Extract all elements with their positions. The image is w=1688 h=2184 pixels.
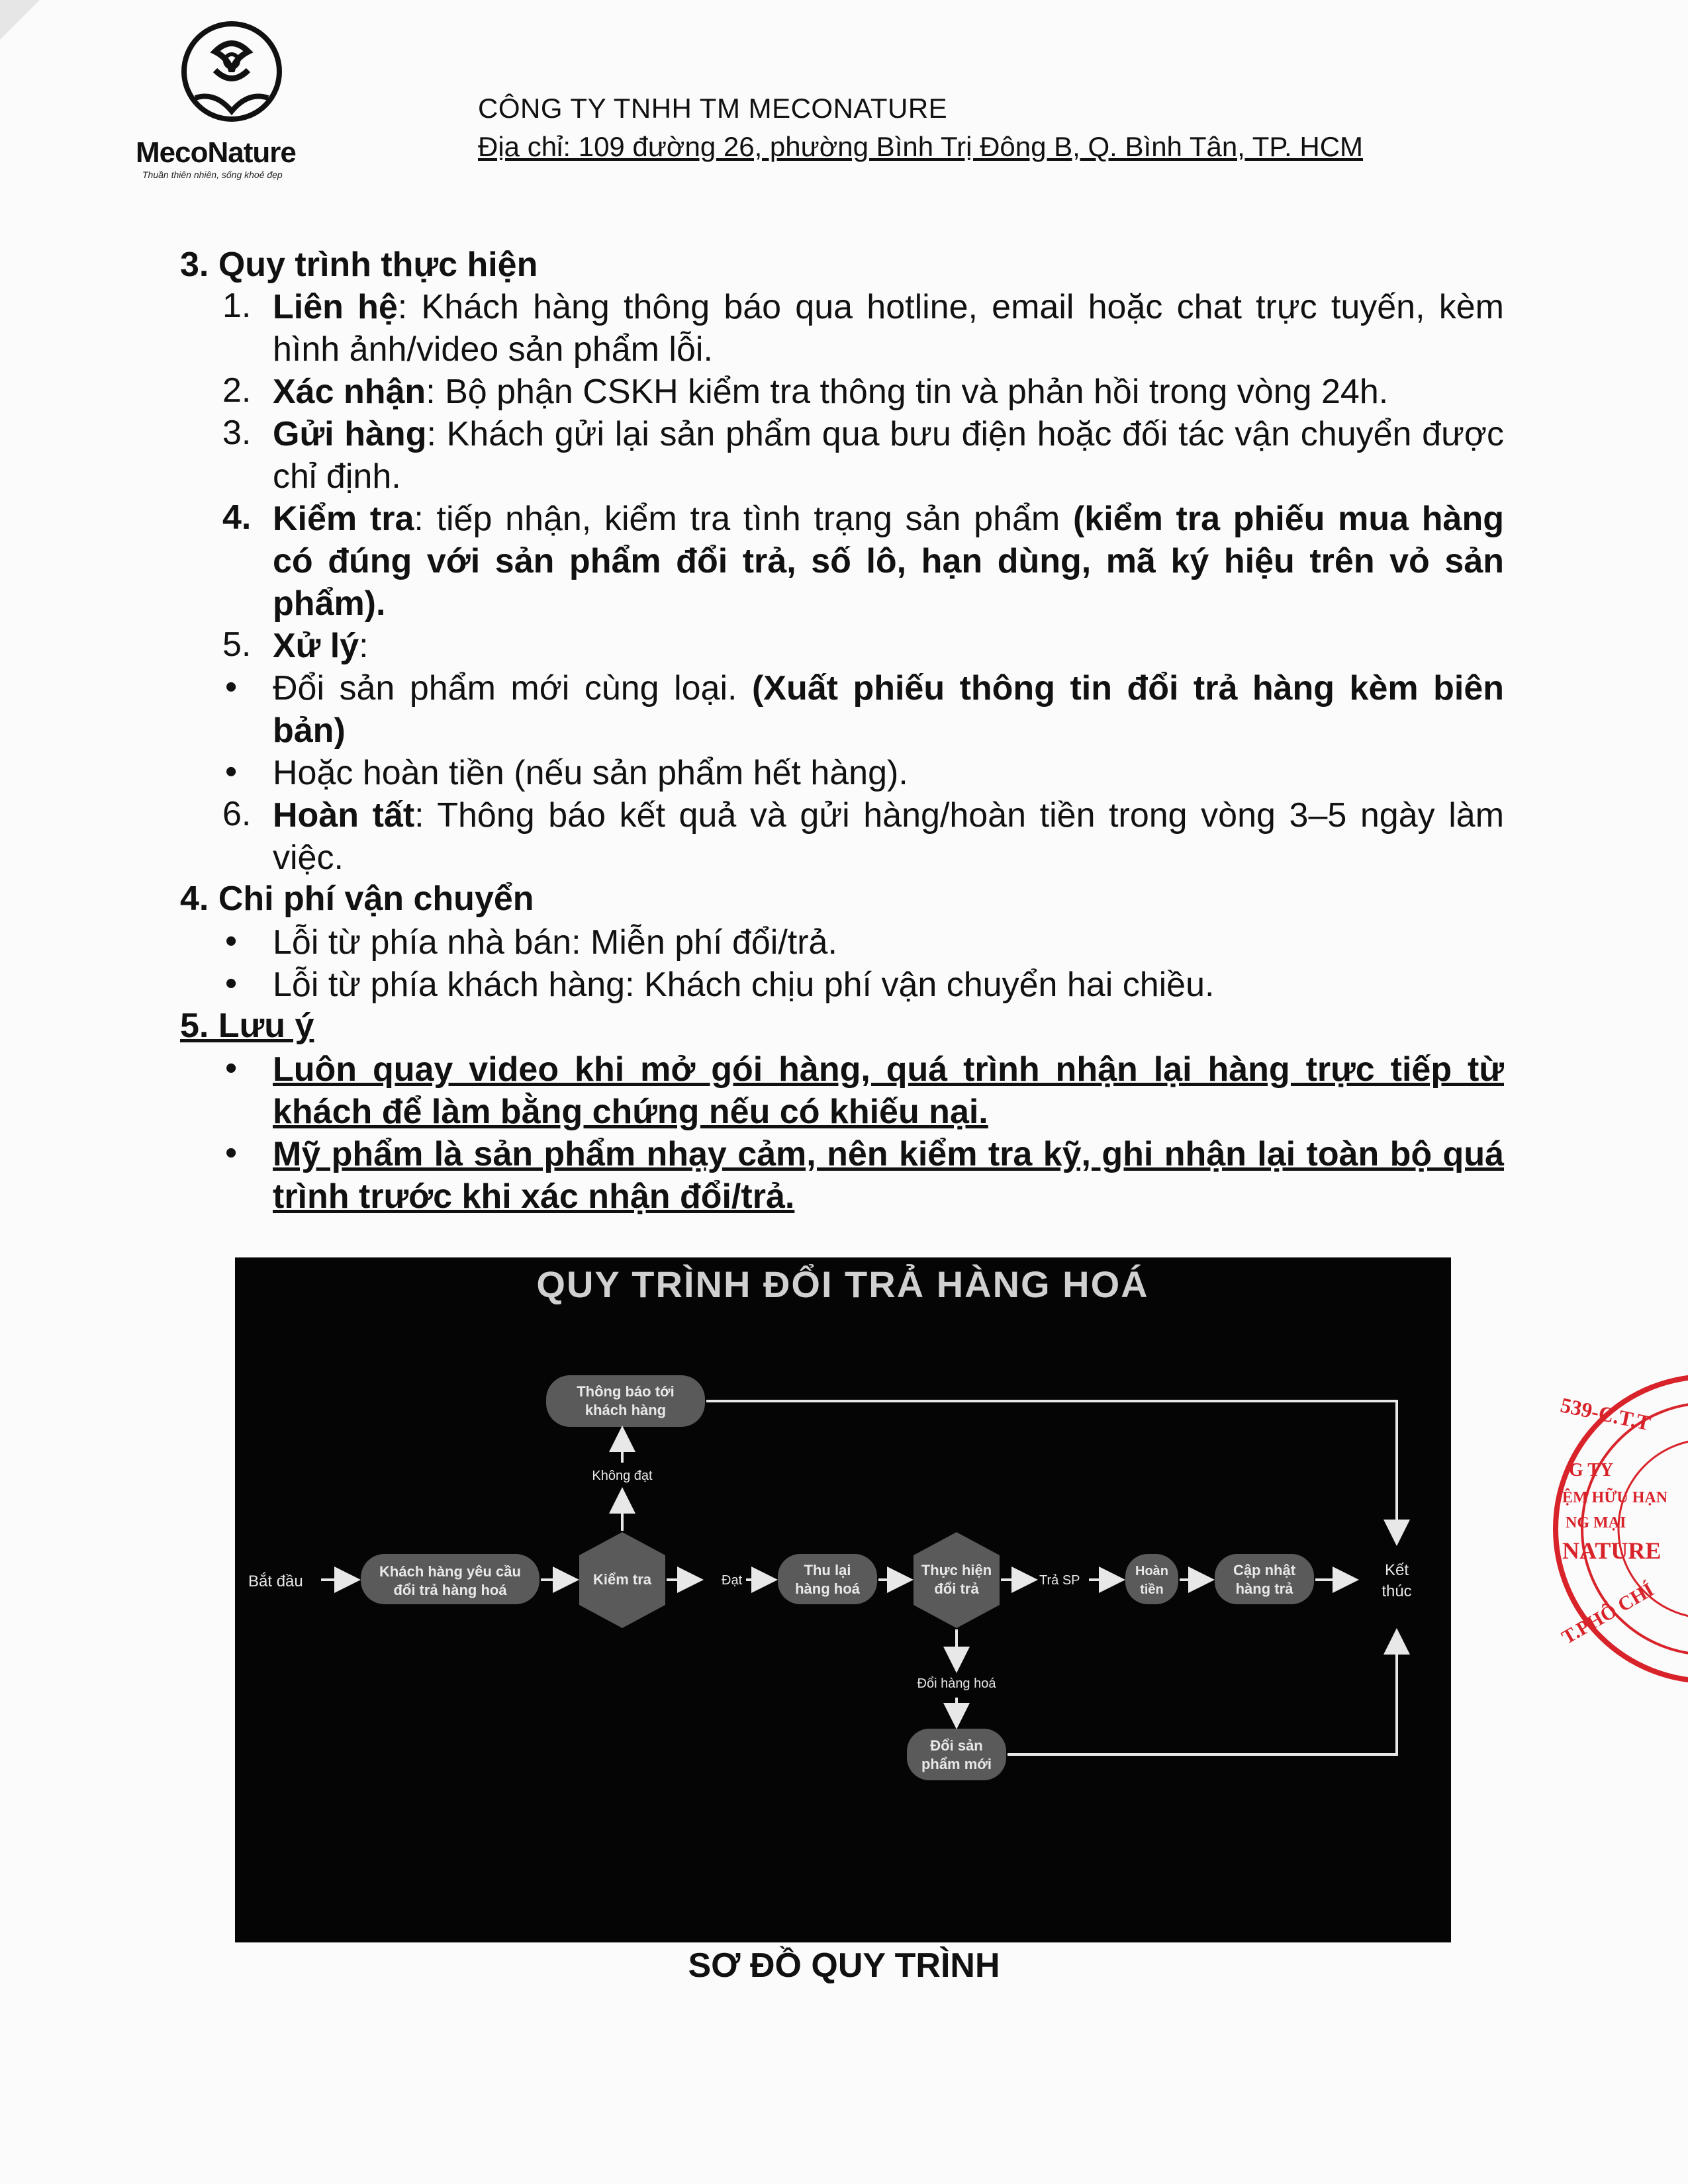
svg-text:ỆM HỮU HẠN: ỆM HỮU HẠN (1562, 1489, 1668, 1506)
sub-bullet-1 (273, 667, 1504, 752)
bullet-icon: • (225, 1049, 238, 1087)
step-1-label: Liên hệ (273, 288, 398, 326)
note-item-1: Luôn quay video khi mở gói hàng, quá trình nhận lại hàng trực tiếp từ khách để làm bằng chứng nếu có khiếu nại. (273, 1050, 1504, 1131)
note-item-2: Mỹ phẩm là sản phẩm nhạy cảm, nên kiểm tra kỹ, ghi nhận lại toàn bộ quá trình trước khi xác nhận đổi/trả. (273, 1135, 1504, 1216)
step-1-number: 1. (222, 287, 252, 325)
step-2 (273, 371, 1504, 413)
section-5-title: 5. Lưu ý (180, 1007, 314, 1045)
page-corner (0, 0, 40, 40)
node-swap (907, 1729, 1006, 1780)
step-3-text: : Khách gửi lại sản phẩm qua bưu điện hoặc đối tác vận chuyển được chỉ định. (273, 415, 1504, 496)
node-request-line-2: đổi trả hàng hoá (393, 1582, 507, 1598)
diagram-title: QUY TRÌNH ĐỔI TRẢ HÀNG HOÁ (536, 1263, 1149, 1305)
sub-bullet-1-bold-text: (Xuất phiếu thông tin đổi trả hàng kèm biên bản) (273, 669, 1505, 750)
step-4-label: Kiểm tra (273, 500, 414, 538)
step-5-text: : (359, 627, 369, 665)
logo-icon (175, 19, 288, 131)
logo-tagline: Thuần thiên nhiên, sống khoẻ đẹp (142, 169, 283, 180)
svg-text:NATURE: NATURE (1562, 1537, 1662, 1564)
bullet-icon: • (225, 752, 238, 791)
company-address: Địa chỉ: 109 đường 26, phường Bình Trị Đông B, Q. Bình Tân, TP. HCM (478, 131, 1364, 162)
section-3-title: 3. Quy trình thực hiện (180, 246, 538, 284)
step-6-label: Hoàn tất (273, 796, 415, 835)
bullet-icon: • (225, 964, 238, 1003)
node-perform-line-1: Thực hiện (921, 1562, 992, 1578)
node-notify-line-1: Thông báo tới (577, 1383, 675, 1400)
edge-return-label: Trả SP (1039, 1573, 1080, 1588)
bullet-icon: • (225, 922, 238, 960)
node-request-line-1: Khách hàng yêu cầu (379, 1563, 521, 1580)
logo-name: MecoNature (136, 136, 296, 169)
edge-fail-label: Không đạt (592, 1469, 653, 1483)
step-2-number: 2. (222, 371, 252, 410)
company-name: CÔNG TY TNHH TM MECONATURE (478, 93, 948, 124)
step-6-text: : Thông báo kết quả và gửi hàng/hoàn tiền trong vòng 3–5 ngày làm việc. (273, 796, 1505, 877)
node-recover-line-1: Thu lại (804, 1562, 851, 1578)
svg-text:T.PHỐ CHÍ: T.PHỐ CHÍ (1558, 1578, 1658, 1649)
step-6-number: 6. (222, 795, 252, 833)
step-4-number: 4. (222, 498, 252, 537)
step-1-text: : Khách hàng thông báo qua hotline, email hoặc chat trực tuyến, kèm hình ảnh/video sản phẩm lỗi. (273, 288, 1504, 369)
svg-text:539-C.T.T: 539-C.T.T (1558, 1392, 1653, 1435)
step-3 (273, 413, 1504, 498)
node-recover-line-2: hàng hoá (795, 1580, 860, 1597)
node-end-line-2: thúc (1382, 1582, 1412, 1600)
edge-pass-label: Đạt (722, 1573, 743, 1588)
step-6 (273, 794, 1504, 879)
node-notify-line-2: khách hàng (585, 1402, 667, 1418)
process-flow-diagram (235, 1257, 1451, 1942)
node-perform-line-2: đổi trả (934, 1580, 979, 1597)
section-4-title: 4. Chi phí vận chuyển (180, 880, 534, 918)
node-end-line-1: Kết (1384, 1561, 1409, 1579)
company-stamp (1542, 1363, 1688, 1694)
node-refund-line-2: tiền (1140, 1582, 1164, 1597)
diagram-caption: SƠ ĐỒ QUY TRÌNH (688, 1946, 1000, 1985)
shipping-item-2: Lỗi từ phía khách hàng: Khách chịu phí vận chuyển hai chiều. (273, 966, 1215, 1004)
node-check-label: Kiểm tra (592, 1571, 652, 1588)
bullet-icon: • (225, 1134, 238, 1172)
edge-exchange-label: Đổi hàng hoá (917, 1676, 996, 1691)
node-update-line-1: Cập nhật (1233, 1562, 1296, 1578)
step-3-number: 3. (222, 414, 252, 452)
step-3-label: Gửi hàng (273, 415, 427, 453)
bullet-icon: • (225, 668, 238, 706)
step-5-label: Xử lý (273, 627, 359, 665)
step-4-bold-text: (kiểm tra phiếu mua hàng có đúng với sản phẩm đổi trả, số lô, hạn dùng, mã ký hiệu trên vỏ sản phẩm). (273, 500, 1504, 623)
node-update-line-2: hàng trả (1235, 1580, 1293, 1597)
shipping-item-1: Lỗi từ phía nhà bán: Miễn phí đổi/trả. (273, 923, 837, 962)
step-2-text: : Bộ phận CSKH kiểm tra thông tin và phản hồi trong vòng 24h. (426, 373, 1389, 411)
node-swap-line-2: phẩm mới (921, 1756, 992, 1772)
step-2-label: Xác nhận (273, 373, 426, 411)
node-swap-line-1: Đổi sản (930, 1737, 983, 1754)
sub-bullet-1-text: Đổi sản phẩm mới cùng loại. (273, 669, 752, 707)
step-5 (273, 625, 1504, 667)
step-5-number: 5. (222, 625, 252, 664)
node-refund-line-1: Hoàn (1135, 1564, 1168, 1578)
step-4-text: : tiếp nhận, kiểm tra tình trạng sản phẩm (414, 500, 1073, 538)
svg-text:NG MẠI: NG MẠI (1566, 1514, 1626, 1531)
sub-bullet-2: Hoặc hoàn tiền (nếu sản phẩm hết hàng). (273, 754, 908, 792)
svg-text:G TY: G TY (1569, 1460, 1614, 1480)
step-4 (273, 498, 1504, 625)
company-logo (136, 19, 334, 184)
step-1 (273, 286, 1504, 371)
node-start: Bắt đầu (248, 1572, 303, 1590)
